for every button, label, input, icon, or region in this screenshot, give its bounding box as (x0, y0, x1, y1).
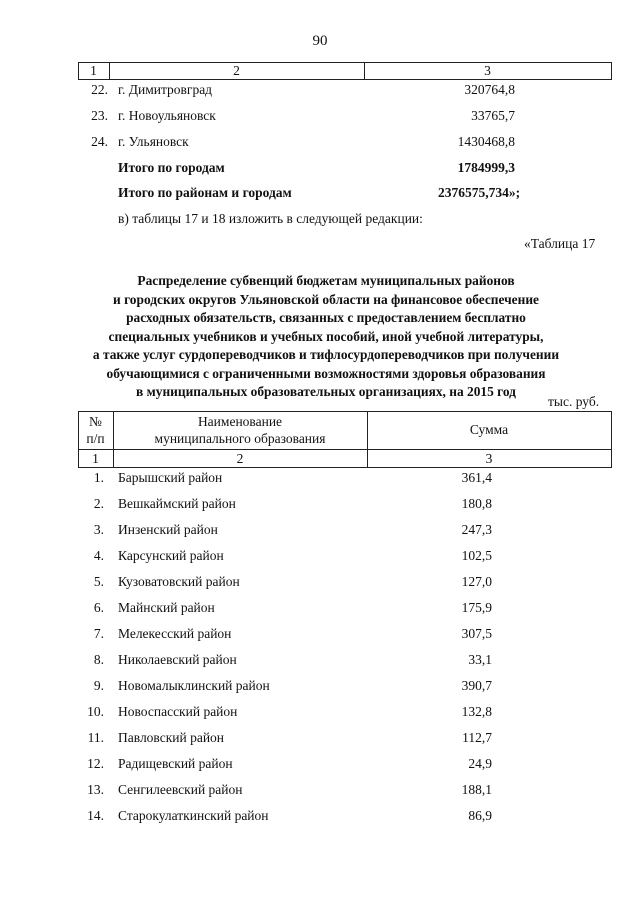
table-row (0, 626, 640, 652)
table-row (0, 574, 640, 600)
row-value: 320764,8 (464, 82, 515, 97)
header-border-bottom (78, 467, 612, 468)
row-number: 23. (91, 108, 108, 123)
row-name: г. Новоульяновск (118, 108, 216, 123)
title-line: в муниципальных образовательных организациях, на 2015 год (136, 384, 516, 399)
row-value: 247,3 (461, 522, 492, 537)
table-row (0, 522, 640, 548)
row-value: 24,9 (468, 756, 492, 771)
row-number: 6. (93, 600, 104, 615)
row-value: 361,4 (461, 470, 492, 485)
row-name: Вешкаймский район (118, 496, 236, 511)
row-number: 1. (93, 470, 104, 485)
instruction-text: в) таблицы 17 и 18 изложить в следующей редакции: (118, 211, 423, 226)
row-number: 24. (91, 134, 108, 149)
row-name: Инзенский район (118, 522, 218, 537)
header-border-mid (78, 449, 612, 450)
col-number-2: 2 (236, 451, 244, 466)
row-value: 390,7 (461, 678, 492, 693)
row-number: 11. (87, 730, 104, 745)
total-all-label: Итого по районам и городам (118, 185, 292, 200)
row-name: Николаевский район (118, 652, 237, 667)
title-line: Распределение субвенций бюджетам муниципальных районов (137, 273, 515, 288)
row-number: 7. (93, 626, 104, 641)
header-border-right (611, 411, 612, 467)
col-number-3: 3 (485, 451, 493, 466)
total-cities-value: 1784999,3 (457, 160, 515, 175)
table-row (0, 652, 640, 678)
table-row (0, 108, 640, 134)
row-value: 33765,7 (471, 108, 515, 123)
row-name: г. Димитровград (118, 82, 213, 97)
table-row (0, 548, 640, 574)
row-number: 3. (93, 522, 104, 537)
row-name: Новомалыклинский район (118, 678, 270, 693)
col-header-number-line2: п/п (86, 431, 105, 446)
row-number: 9. (93, 678, 104, 693)
row-value: 307,5 (461, 626, 492, 641)
row-number: 22. (91, 82, 108, 97)
row-number: 2. (93, 496, 104, 511)
row-number: 13. (87, 782, 104, 797)
row-number: 10. (87, 704, 104, 719)
row-value: 102,5 (461, 548, 492, 563)
header-border-top (78, 411, 612, 412)
row-value: 127,0 (461, 574, 492, 589)
page-number: 90 (312, 33, 328, 49)
row-name: Мелекесский район (118, 626, 232, 641)
row-value: 132,8 (461, 704, 492, 719)
title-line: расходных обязательств, связанных с предоставлением бесплатно (126, 310, 526, 325)
row-name: Карсунский район (118, 548, 224, 563)
total-all-value: 2376575,734»; (438, 185, 521, 200)
table-row (0, 82, 640, 108)
table-row (0, 678, 640, 704)
title-line: и городских округов Ульяновской области на финансовое обеспечение (113, 291, 539, 307)
top-table-border-bottom (78, 79, 612, 80)
row-value: 33,1 (468, 652, 492, 667)
row-name: Радищевский район (118, 756, 233, 771)
table-row (0, 808, 640, 834)
row-number: 4. (93, 548, 104, 563)
table-row (0, 782, 640, 808)
row-name: Майнский район (118, 600, 215, 615)
col-number-1: 1 (92, 451, 99, 466)
table-row (0, 470, 640, 496)
table-row (0, 756, 640, 782)
top-table-border-right (611, 62, 612, 79)
table-row (0, 134, 640, 160)
col-header-name-line2: муниципального образования (154, 431, 326, 446)
row-number: 12. (87, 756, 104, 771)
table-row (0, 730, 640, 756)
row-name: Барышский район (118, 470, 223, 485)
row-name: Кузоватовский район (118, 574, 240, 589)
title-line: специальных учебников и учебных пособий, иной учебной литературы, (108, 328, 544, 344)
table-row (0, 496, 640, 522)
row-name: Сенгилеевский район (118, 782, 243, 797)
top-col-number-3: 3 (484, 63, 491, 78)
table-title (40, 272, 612, 402)
col-header-number-line1: № (89, 414, 102, 429)
table-row (0, 600, 640, 626)
row-name: Новоспасский район (118, 704, 238, 719)
row-name: Павловский район (118, 730, 225, 745)
title-line: а также услуг сурдопереводчиков и тифлосурдопереводчиков при получении (92, 347, 560, 362)
col-header-name-line1: Наименование (197, 414, 283, 429)
table-label: «Таблица 17 (524, 236, 596, 251)
row-value: 112,7 (462, 730, 492, 745)
top-col-number-1: 1 (90, 63, 97, 78)
row-value: 86,9 (468, 808, 492, 823)
row-value: 1430468,8 (457, 134, 515, 149)
col-header-sum: Сумма (469, 422, 509, 437)
row-value: 188,1 (461, 782, 492, 797)
title-line: обучающимися с ограниченными возможностями здоровья образования (106, 365, 546, 381)
top-col-number-2: 2 (233, 63, 240, 78)
row-value: 175,9 (461, 600, 492, 615)
table-row (0, 704, 640, 730)
row-number: 5. (93, 574, 104, 589)
units-label: тыс. руб. (548, 394, 600, 409)
total-cities-label: Итого по городам (118, 160, 225, 175)
row-name: Старокулаткинский район (118, 808, 269, 823)
row-value: 180,8 (461, 496, 492, 511)
row-number: 14. (87, 808, 104, 823)
row-number: 8. (93, 652, 104, 667)
row-name: г. Ульяновск (118, 134, 189, 149)
